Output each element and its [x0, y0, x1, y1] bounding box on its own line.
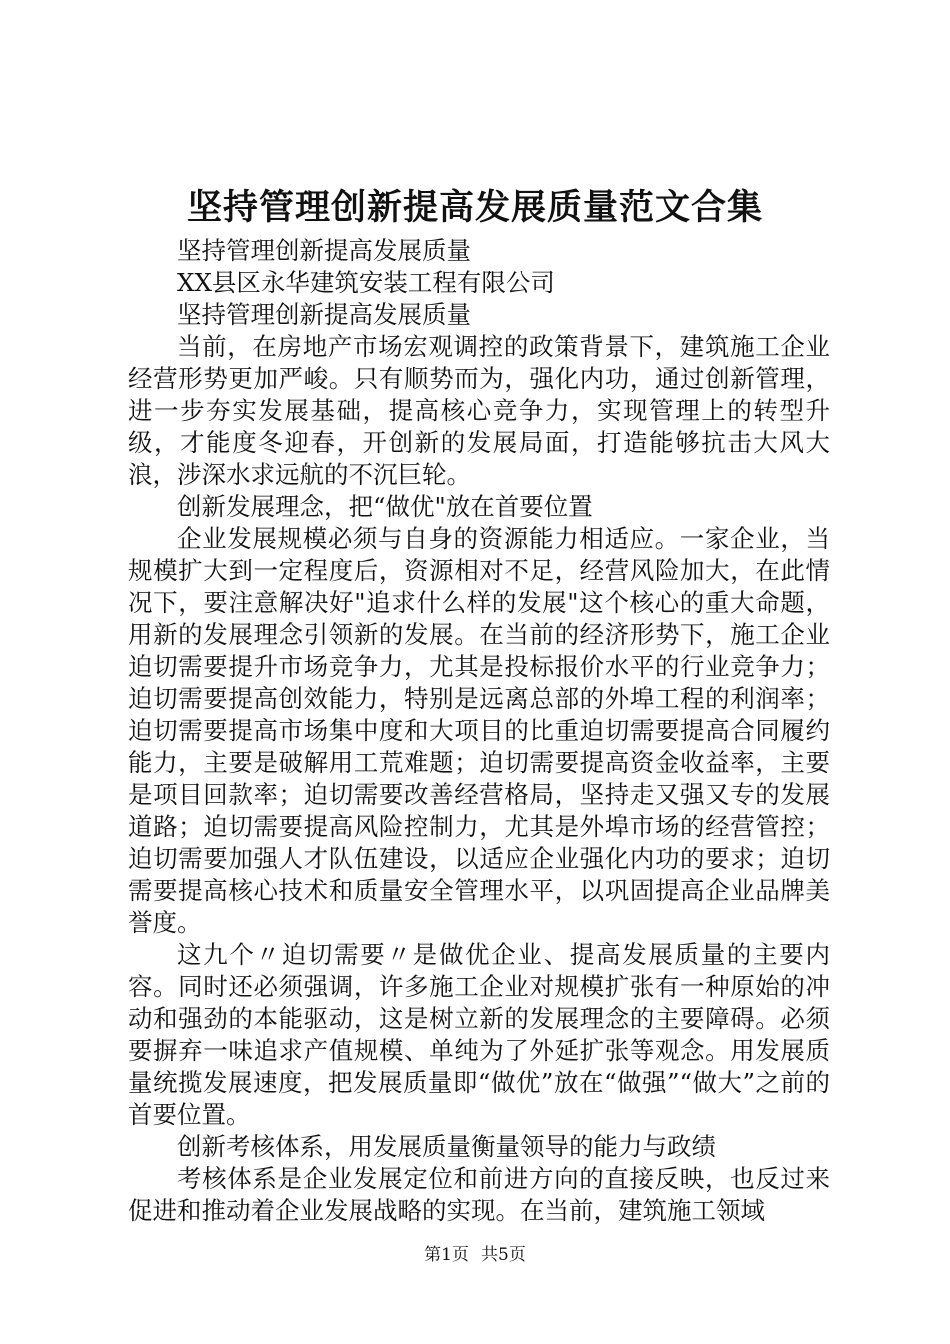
paragraph-heading: 坚持管理创新提高发展质量 [177, 300, 471, 329]
document-title: 坚持管理创新提高发展质量范文合集 [186, 187, 763, 228]
paragraph-section-2: 考核体系是企业发展定位和前进方向的直接反映，也反过来促进和推动着企业发展战略的实现。在当前，建筑施工领域 [128, 1164, 830, 1225]
page-number: 第1页 [424, 1245, 469, 1265]
paragraph-section-1b: 这九个〃迫切需要〃是做优企业、提高发展质量的主要内容。同时还必须强调，许多施工企业对规模扩张有一种原始的冲动和强劲的本能驱动，这是树立新的发展理念的主要障碍。必须要摒弃一味追求产值规模、单纯为了外延扩张等观念。用发展质量统揽发展速度，把发展质量即“做优”放在“做强”“做大”之前的首要位置。 [128, 940, 830, 1129]
section-heading-2: 创新考核体系，用发展质量衡量领导的能力与政绩 [177, 1132, 716, 1161]
paragraph-subtitle: 坚持管理创新提高发展质量 [177, 236, 471, 265]
paragraph-intro: 当前，在房地产市场宏观调控的政策背景下，建筑施工企业经营形势更加严峻。只有顺势而为，强化内功，通过创新管理，进一步夯实发展基础，提高核心竞争力，实现管理上的转型升级，才能度冬迎春，开创新的发展局面，打造能够抗击大风大浪，涉深水求远航的不沉巨轮。 [128, 332, 830, 489]
document-body [128, 235, 830, 1227]
section-heading-1: 创新发展理念，把“做优"放在首要位置 [177, 492, 593, 521]
page-footer [0, 1243, 950, 1267]
page-total: 共5页 [481, 1245, 526, 1265]
paragraph-section-1: 企业发展规模必须与自身的资源能力相适应。一家企业，当规模扩大到一定程度后，资源相对不足，经营风险加大，在此情况下，要注意解决好"追求什么样的发展"这个核心的重大命题，用新的发展理念引领新的发展。在当前的经济形势下，施工企业迫切需要提升市场竞争力，尤其是投标报价水平的行业竞争力；迫切需要提高创效能力，特别是远离总部的外埠工程的利润率；迫切需要提高市场集中度和大项目的比重迫切需要提高合同履约能力，主要是破解用工荒难题；迫切需要提高资金收益率，主要是项目回款率；迫切需要改善经营格局，坚持走又强又专的发展道路；迫切需要提高风险控制力，尤其是外埠市场的经营管控；迫切需要加强人才队伍建设，以适应企业强化内功的要求；迫切需要提高核心技术和质量安全管理水平，以巩固提高企业品牌美誉度。 [128, 524, 830, 937]
paragraph-company: XX县区永华建筑安装工程有限公司 [177, 268, 555, 297]
